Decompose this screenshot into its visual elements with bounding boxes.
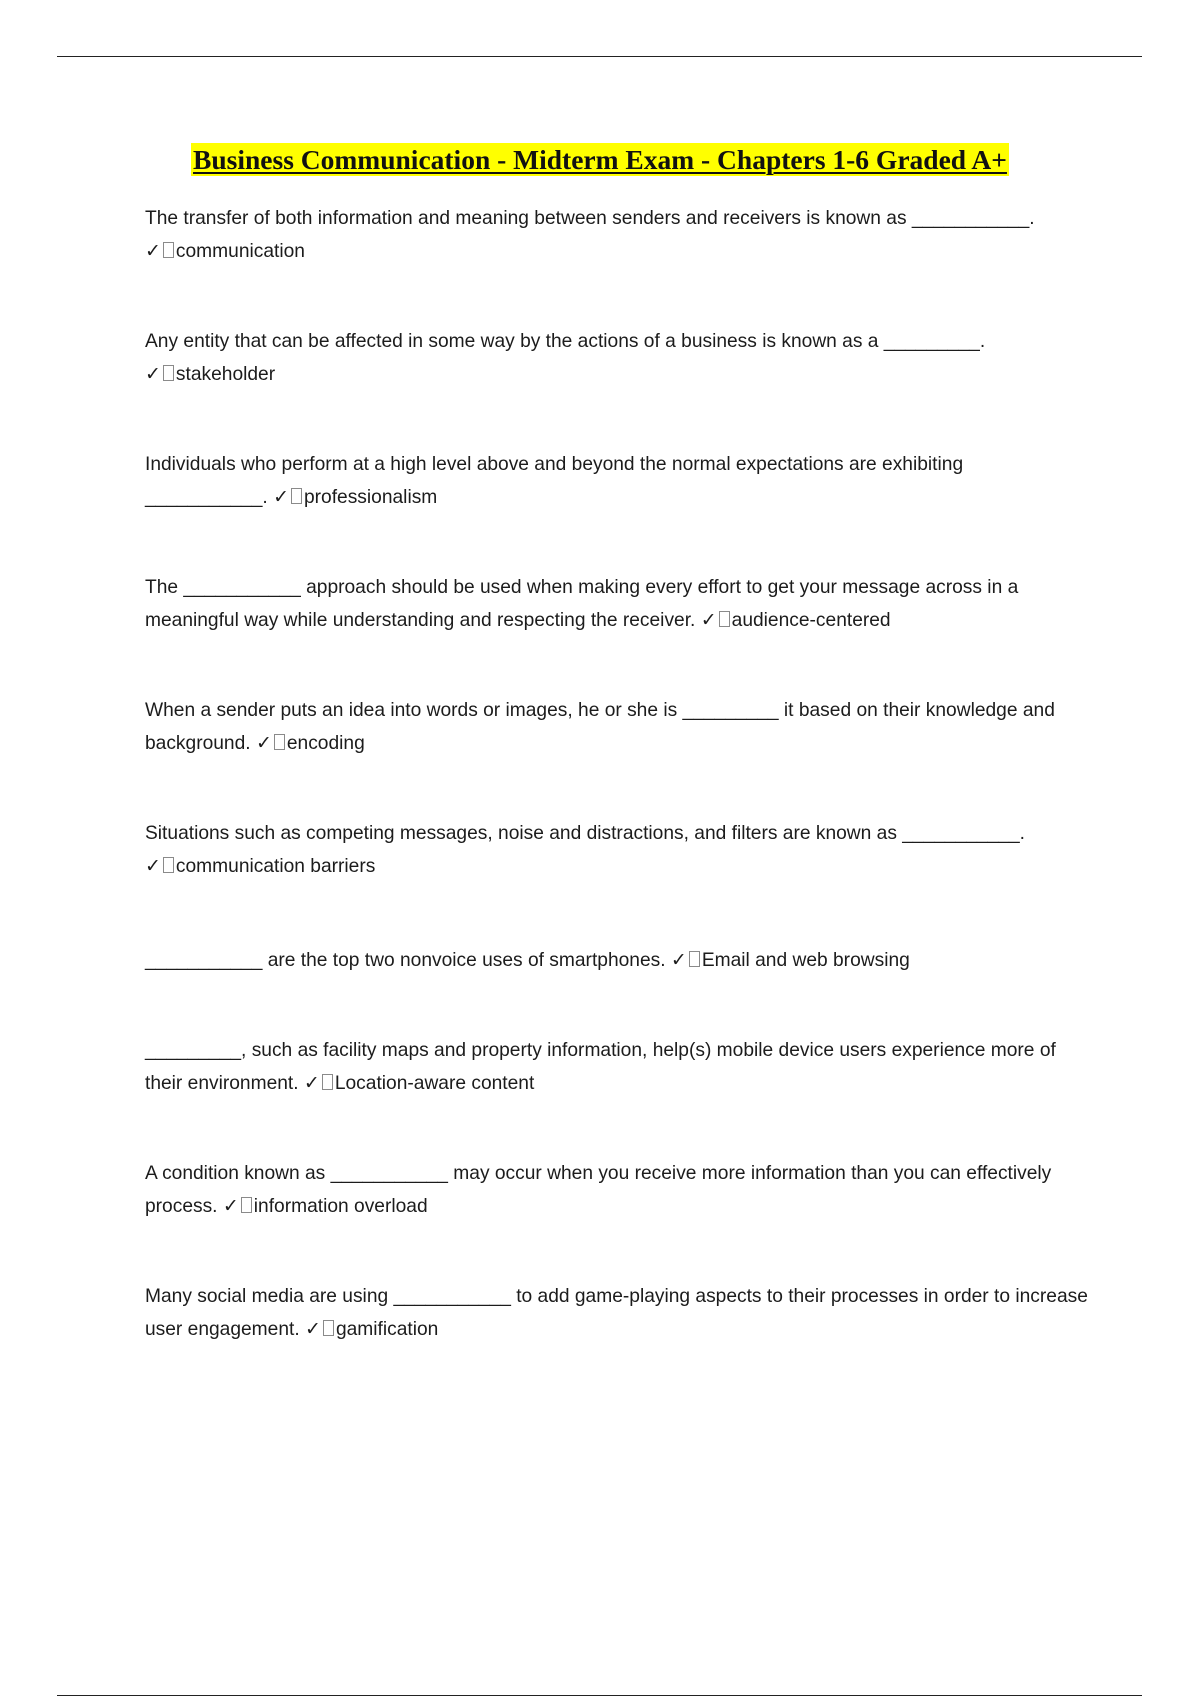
missing-glyph-box-icon [163, 242, 174, 258]
question-text: The ___________ approach should be used when making every effort to get your message across in a meaningful way while understanding and respecting the receiver. [145, 577, 1019, 631]
question-text: _________, such as facility maps and property information, help(s) mobile device users experience more of their environment. [145, 1040, 1056, 1094]
qa-item [145, 449, 1090, 514]
answer-text: Email and web browsing [701, 950, 910, 971]
missing-glyph-box-icon [322, 1074, 333, 1090]
check-icon: ✓ [700, 609, 717, 631]
question-text: Individuals who perform at a high level above and beyond the normal expectations are exhibiting ___________. [145, 454, 964, 508]
missing-glyph-box-icon [274, 734, 285, 750]
answer-text: communication barriers [175, 856, 376, 877]
question-text: A condition known as ___________ may occur when you receive more information than you can effectively process. [145, 1163, 1052, 1217]
bottom-rule [57, 1695, 1142, 1696]
check-icon: ✓ [305, 1318, 321, 1340]
check-icon: ✓ [670, 949, 687, 971]
qa-item [145, 326, 1090, 391]
answer-text: communication [175, 241, 305, 262]
missing-glyph-box-icon [323, 1320, 334, 1336]
document-title: Business Communication - Midterm Exam - Chapters 1-6 Graded A+ [193, 144, 1007, 175]
top-rule [57, 56, 1142, 57]
qa-item [145, 1035, 1090, 1100]
question-text: ___________ are the top two nonvoice uses of smartphones. [145, 950, 666, 971]
missing-glyph-box-icon [719, 611, 730, 627]
question-text: The transfer of both information and meaning between senders and receivers is known as ___________. [145, 208, 1035, 229]
answer-text: audience-centered [731, 610, 891, 631]
check-icon: ✓ [273, 486, 289, 508]
question-text: Any entity that can be affected in some way by the actions of a business is known as a _________. [145, 331, 986, 352]
answer-text: stakeholder [175, 364, 276, 385]
check-icon: ✓ [303, 1072, 320, 1094]
qa-item [145, 695, 1090, 760]
qa-item [145, 1281, 1090, 1346]
check-icon: ✓ [255, 732, 272, 754]
answer-text: professionalism [303, 487, 438, 508]
question-text: When a sender puts an idea into words or images, he or she is _________ it based on their knowledge and background. [145, 700, 1055, 754]
check-icon: ✓ [145, 240, 161, 262]
question-text: Many social media are using ___________ to add game-playing aspects to their processes in order to increase user engagement. [145, 1286, 1088, 1340]
qa-item [145, 572, 1090, 637]
check-icon: ✓ [145, 855, 161, 877]
missing-glyph-box-icon [291, 488, 302, 504]
missing-glyph-box-icon [689, 951, 700, 967]
answer-text: Location-aware content [334, 1073, 535, 1094]
qa-item [145, 944, 1090, 977]
qa-item [145, 203, 1090, 268]
answer-text: information overload [253, 1196, 428, 1217]
question-text: Situations such as competing messages, noise and distractions, and filters are known as ___________. [145, 823, 1025, 844]
answer-text: encoding [286, 733, 365, 754]
missing-glyph-box-icon [163, 857, 174, 873]
check-icon: ✓ [222, 1195, 239, 1217]
qa-item [145, 1158, 1090, 1223]
title-container [0, 143, 1200, 176]
missing-glyph-box-icon [241, 1197, 252, 1213]
check-icon: ✓ [145, 363, 161, 385]
missing-glyph-box-icon [163, 365, 174, 381]
answer-text: gamification [335, 1319, 439, 1340]
qa-item [145, 818, 1090, 883]
